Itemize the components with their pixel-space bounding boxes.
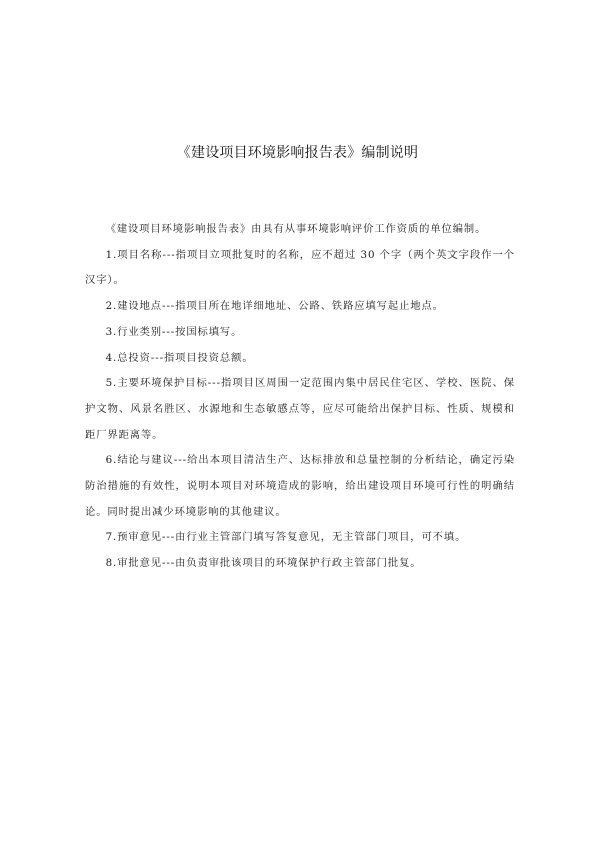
paragraph-approval: 8.审批意见---由负责审批该项目的环境保护行政主管部门批复。 xyxy=(105,557,422,570)
paragraph-intro: 《建设项目环境影响报告表》由具有从事环境影响评价工作资质的单位编制。 xyxy=(105,223,487,235)
paragraph-project-name: 1.项目名称---指项目立项批复时的名称，应不超过 30 个字（两个英文字段作一个汉字）。 xyxy=(85,248,515,287)
document-body xyxy=(85,217,515,577)
paragraph-investment: 4.总投资---指项目投资总额。 xyxy=(105,351,254,364)
document-title: 《建设项目环境影响报告表》编制说明 xyxy=(176,145,419,161)
paragraph-pre-review: 7.预审意见---由行业主管部门填写答复意见，无主管部门项目，可不填。 xyxy=(105,531,467,544)
paragraph-protection-targets: 5.主要环境保护目标---指项目区周围一定范围内集中居民住宅区、学校、医院、保护文物、风景名胜区、水源地和生态敏感点等，应尽可能给出保护目标、性质、规模和距厂界距离等。 xyxy=(85,377,515,441)
paragraph-location: 2.建设地点---指项目所在地详细地址、公路、铁路应填写起止地点。 xyxy=(105,300,444,313)
paragraph-conclusions: 6.结论与建议---给出本项目清洁生产、达标排放和总量控制的分析结论，确定污染防治措施的有效性，说明本项目对环境造成的影响，给出建设项目环境可行性的明确结论。同时提出减少环境影响的其他建议。 xyxy=(85,454,515,518)
paragraph-industry: 3.行业类别---按国标填写。 xyxy=(105,325,243,338)
